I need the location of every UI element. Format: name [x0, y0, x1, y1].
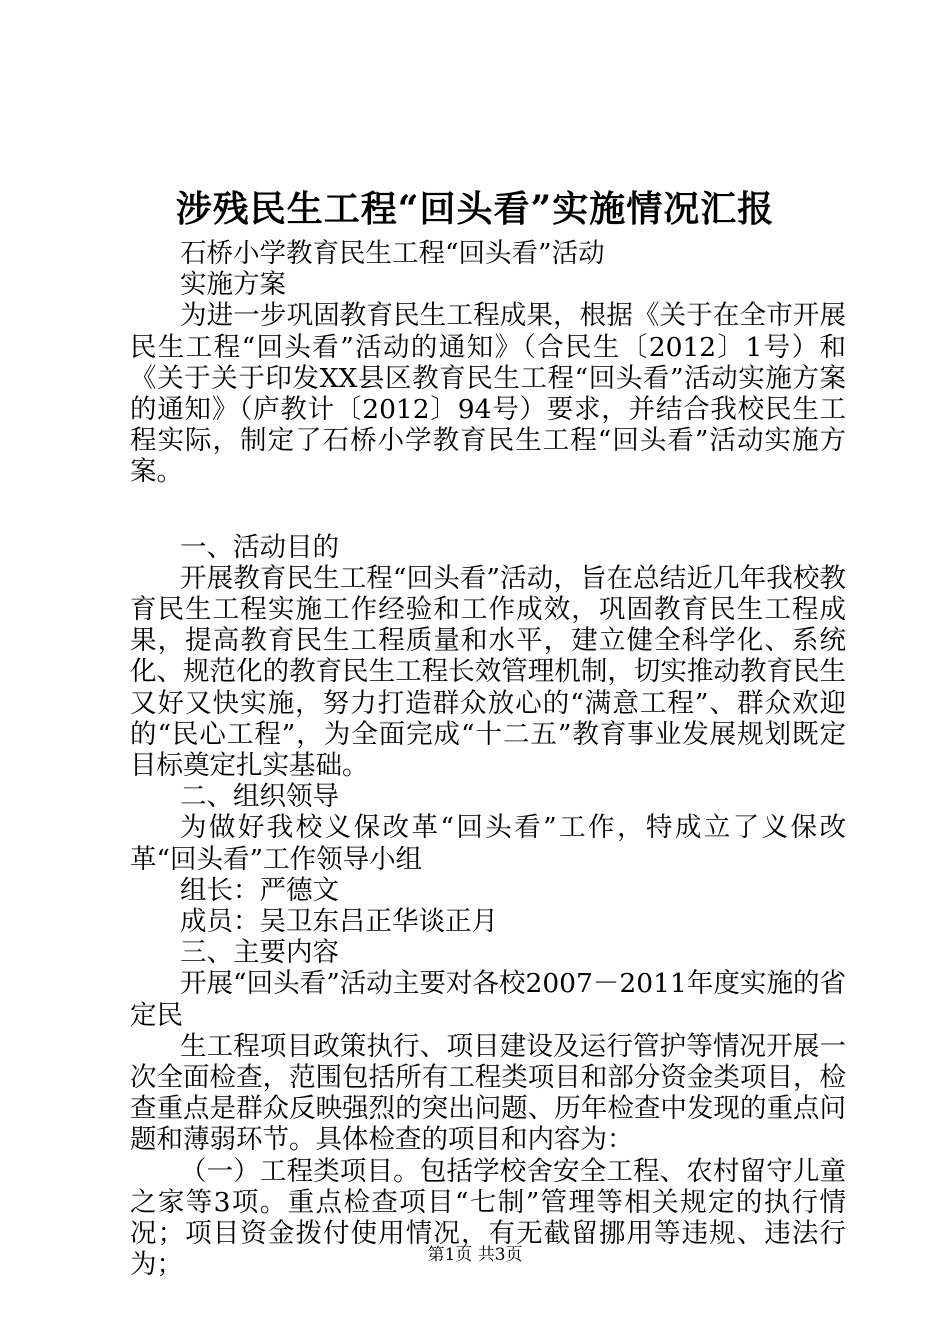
- section-3-heading: 三、主要内容: [180, 937, 339, 969]
- section-2-heading: 二、组织领导: [180, 781, 339, 813]
- section-1-paragraph: 开展教育民生工程“回头看”活动，旨在总结近几年我校教育民生工程实施工作经验和工作成效，巩固教育民生工程成果，提高教育民生工程质量和水平，建立健全科学化、系统化、规范化的教育民生工程长效管理机制，切实推动教育民生又好又快实施，努力打造群众放心的“满意工程”、群众欢迎的“民心工程”，为全面完成“十二五”教育事业发展规划既定目标奠定扎实基础。: [130, 562, 846, 782]
- subtitle-line-1: 石桥小学教育民生工程“回头看”活动: [180, 238, 605, 269]
- paragraph-gap: [130, 488, 846, 532]
- intro-paragraph: 为进一步巩固教育民生工程成果，根据《关于在全市开展民生工程“回头看”活动的通知》（合民生〔2012〕1号）和《关于关于印发XX县区教育民生工程“回头看”活动实施方案的通知》（庐教计〔2012〕94号）要求，并结合我校民生工程实际，制定了石桥小学教育民生工程“回头看”活动实施方案。: [130, 300, 846, 488]
- document-body: [130, 238, 846, 1281]
- document-title: 涉残民生工程“回头看”实施情况汇报: [175, 188, 775, 230]
- leader-line: 组长：严德文: [180, 874, 339, 906]
- members-line: 成员：吴卫东吕正华谈正月: [180, 906, 498, 938]
- page-footer: 第1页 共3页: [427, 1245, 523, 1265]
- section-1-heading: 一、活动目的: [180, 531, 339, 563]
- subtitle-line-2: 实施方案: [180, 269, 286, 301]
- section-3-paragraph-3: （一）工程类项目。包括学校舍安全工程、农村留守儿童之家等3项。重点检查项目“七制”管理等相关规定的执行情况；项目资金拨付使用情况，有无截留挪用等违规、违法行为；: [130, 1155, 846, 1281]
- section-3-paragraph-2: 生工程项目政策执行、项目建设及运行管护等情况开展一次全面检查，范围包括所有工程类项目和部分资金类项目，检查重点是群众反映强烈的突出问题、历年检查中发现的重点问题和薄弱环节。具体检查的项目和内容为：: [130, 1030, 846, 1156]
- section-3-paragraph-1: 开展“回头看”活动主要对各校2007－2011年度实施的省定民: [130, 968, 846, 1031]
- section-2-paragraph: 为做好我校义保改革“回头看”工作，特成立了义保改革“回头看”工作领导小组: [130, 812, 846, 875]
